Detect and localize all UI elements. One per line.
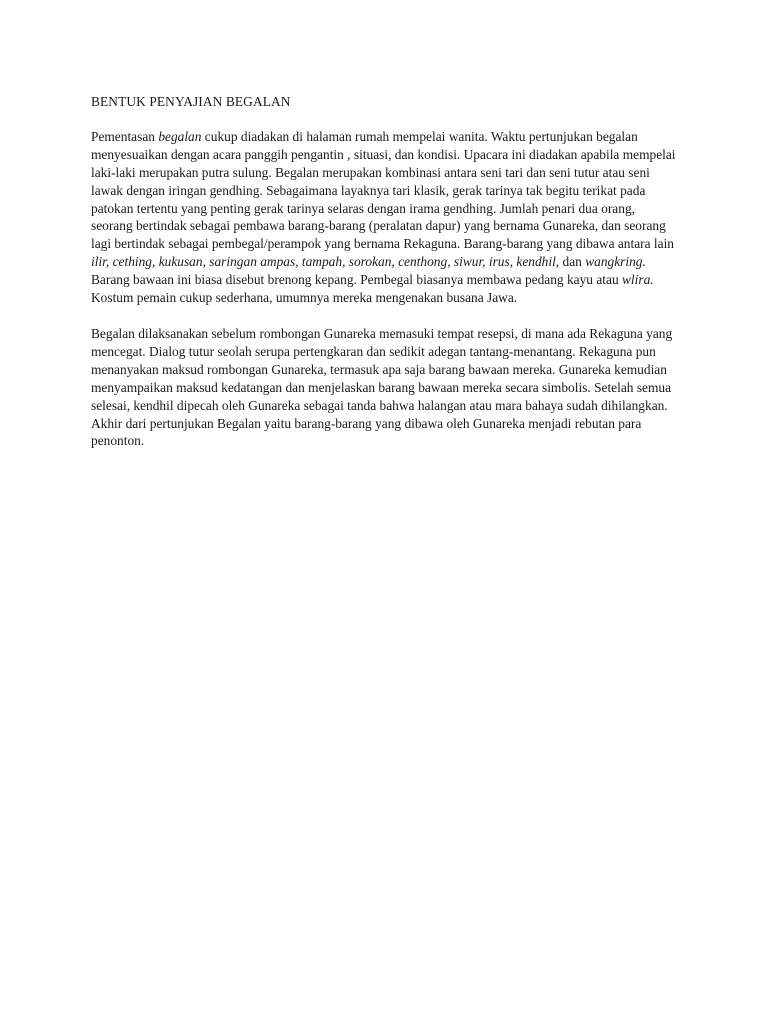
text-run: Kostum pemain cukup sederhana, umumnya mereka mengenakan busana Jawa. [91, 290, 518, 306]
paragraph-1 [91, 128, 677, 307]
document-title: BENTUK PENYAJIAN BEGALAN [91, 94, 291, 109]
text-run: cukup diadakan di halaman rumah mempelai wanita. Waktu pertunjukan begalan menyesuaikan dengan acara panggih pengantin , situasi, dan kondisi. Upacara ini diadakan apabila mempelai laki-laki merupakan putra sulung. Begalan merupakan kombinasi antara seni tari dan seni tutur atau seni lawak dengan iringan gendhing. Sebagaimana layaknya tari klasik, gerak tarinya tak begitu terikat pada patokan tertentu yang penting gerak tarinya selaras dengan irama gendhing. Jumlah penari dua orang, seorang bertindak sebagai pembawa barang-barang (peralatan dapur) yang bernama Gunareka, dan seorang lagi bertindak sebagai pembegal/perampok yang bernama Rekaguna. Barang-barang yang dibawa antara lain [91, 128, 676, 252]
text-run: dan [559, 254, 586, 270]
text-run: Begalan dilaksanakan sebelum rombongan Gunareka memasuki tempat resepsi, di mana ada Rekaguna yang mencegat. Dialog tutur seolah serupa pertengkaran dan sedikit adegan tantang-menantang. Rekaguna pun menanyakan maksud rombongan Gunareka, termasuk apa saja barang bawaan mereka. Gunareka kemudian menyampaikan maksud kedatangan dan menjelaskan barang bawaan mereka secara simbolis. Setelah semua selesai, kendhil dipecah oleh Gunareka sebagai tanda bahwa halangan atau mara bahaya sudah dihilangkan. Akhir dari pertunjukan Begalan yaitu barang-barang yang dibawa oleh Gunareka menjadi rebutan para penonton. [91, 325, 673, 449]
text-run: Pementasan [91, 128, 159, 144]
text-run-italic: wangkring. [585, 254, 646, 270]
text-run-italic: begalan [158, 128, 202, 144]
text-run: Barang bawaan ini biasa disebut brenong kepang. Pembegal biasanya membawa pedang kayu atau [91, 272, 622, 288]
text-run-italic: wlira. [621, 272, 654, 288]
paragraph-2 [91, 325, 677, 450]
text-run-italic: ilir, cething, kukusan, saringan ampas, tampah, sorokan, centhong, siwur, irus, kendhil, [91, 254, 560, 270]
document-page [91, 93, 677, 468]
